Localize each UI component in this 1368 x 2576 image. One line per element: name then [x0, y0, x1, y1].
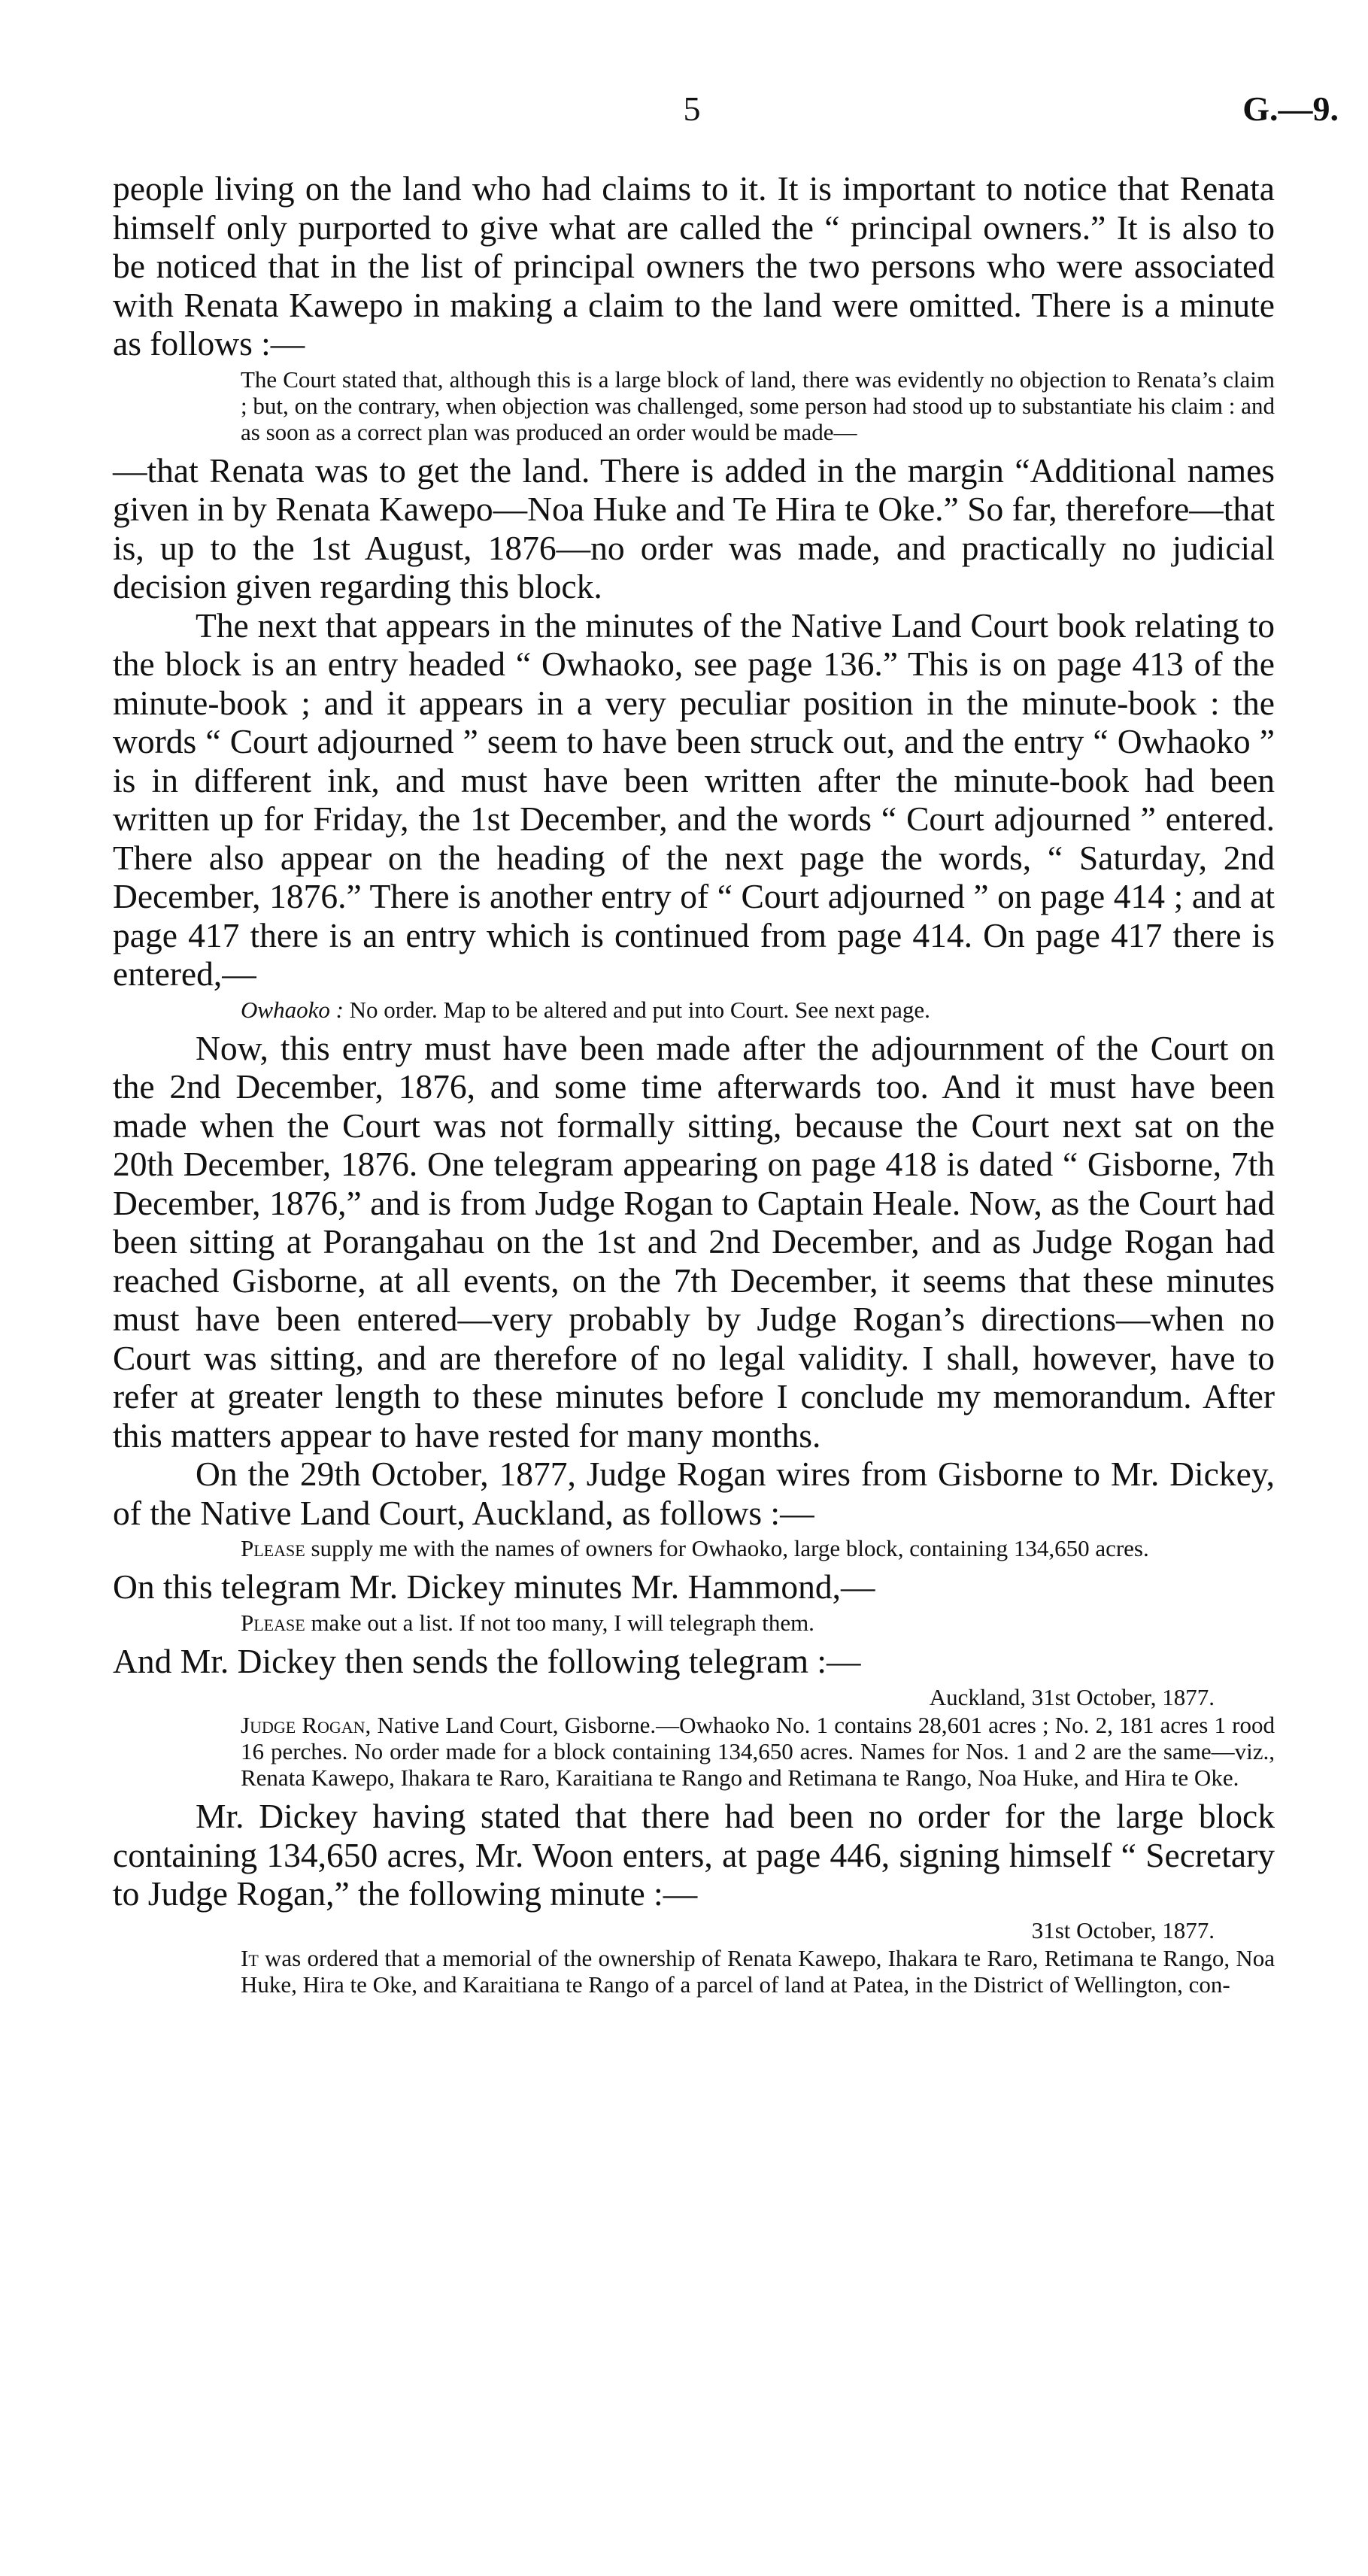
quote-court-statement [241, 366, 1275, 445]
quote-text [241, 1712, 1275, 1791]
paragraph-1: people living on the land who had claims to it. It is important to notice that Renata himself only purported to give what are called the “ principal owners.” It is also to be noticed that in the list of principal owners the two persons who were associated with Renata Kawepo in making a claim to the land were omitted. There is a minute as follows :— [113, 169, 1275, 363]
quote-rest: No order. Map to be altered and put into Court. See next page. [343, 996, 930, 1023]
quote-text [241, 997, 1275, 1023]
paragraph-4: Now, this entry must have been made after the adjournment of the Court on the 2nd December, 1876, and some time afterwards too. And it must have been made when the Court was not formally sitting, because the Court next sat on the 20th December, 1876. One telegram appearing on page 418 is dated “ Gisborne, 7th December, 1876,” and is from Judge Rogan to Captain Heale. Now, as the Court had been sitting at Porangahau on the 1st and 2nd December, and as Judge Rogan had reached Gisborne, at all events, on the 7th December, it seems that these minutes must have been entered—very probably by Judge Rogan’s directions—when no Court was sitting, and are therefore of no legal validity. I shall, however, have to refer at greater length to these minutes before I conclude my memorandum. After this matters appear to have rested for many months. [113, 1028, 1275, 1455]
quote-lead: Judge Rogan, [241, 1712, 372, 1738]
paragraph-2: —that Renata was to get the land. There is added in the margin “Additional names given in by Renata Kawepo—Noa Huke and Te Hira te Oke.” So far, therefore—that is, up to the 1st August, 1876—no order was made, and practically no judicial decision given regarding this block. [113, 451, 1275, 605]
quote-rest: supply me with the names of owners for Owhaoko, large block, containing 134,650 acres. [305, 1535, 1149, 1561]
quote-text [241, 1610, 1275, 1636]
quote-text: The Court stated that, although this is a large block of land, there was evidently no objection to Renata’s claim ; but, on the contrary, when objection was challenged, some person had stood up to substantiate his claim : and as soon as a correct plan was produced an order would be made— [241, 366, 1275, 445]
paragraph-5: On the 29th October, 1877, Judge Rogan wires from Gisborne to Mr. Dickey, of the Native Land Court, Auckland, as follows :— [113, 1455, 1275, 1532]
paragraph-8: Mr. Dickey having stated that there had been no order for the large block containing 134,650 acres, Mr. Woon enters, at page 446, signing himself “ Secretary to Judge Rogan,” the following minute :— [113, 1797, 1275, 1913]
quote-text [241, 1535, 1275, 1561]
paragraph-7: And Mr. Dickey then sends the following telegram :— [113, 1641, 861, 1680]
quote-dickey-telegram [241, 1712, 1275, 1791]
page-number: 5 [683, 90, 701, 128]
document-code: G.—9. [1242, 90, 1339, 128]
quote-text [241, 1945, 1275, 1998]
quote-woon-minute [241, 1945, 1275, 1998]
minute-dateline: 31st October, 1877. [1031, 1916, 1215, 1943]
paragraph-3: The next that appears in the minutes of the Native Land Court book relating to the block is an entry headed “ Owhaoko, see page 136.” This is on page 413 of the minute-book ; and it appears in a very peculiar position in the minute-book : the words “ Court adjourned ” seem to have been struck out, and the entry “ Owhaoko ” is in different ink, and must have been written after the minute-book had been written up for Friday, the 1st December, and the words “ Court adjourned ” entered. There also appear on the heading of the next page the words, “ Saturday, 2nd December, 1876.” There is another entry of “ Court adjourned ” on page 414 ; and at page 417 there is an entry which is continued from page 414. On page 417 there is entered,— [113, 605, 1275, 993]
quote-dickey-minute [241, 1610, 1275, 1636]
quote-lead: It [241, 1944, 259, 1971]
quote-lead: Owhaoko : [241, 996, 344, 1023]
quote-rest: make out a list. If not too many, I will telegraph them. [305, 1609, 814, 1636]
document-body [113, 169, 1275, 2004]
quote-rest: was ordered that a memorial of the ownership of Renata Kawepo, Ihakara te Raro, Retimana te Rango, Noa Huke, Hira te Oke, and Karaitiana te Rango of a parcel of land at Patea, in the District of Wellington, con- [241, 1944, 1275, 1998]
quote-lead: Please [241, 1609, 305, 1636]
telegram-dateline: Auckland, 31st October, 1877. [929, 1684, 1215, 1710]
paragraph-6: On this telegram Mr. Dickey minutes Mr. Hammond,— [113, 1567, 875, 1606]
quote-owhaoko-entry [241, 997, 1275, 1023]
quote-rogan-telegram [241, 1535, 1275, 1561]
quote-lead: Please [241, 1535, 305, 1561]
quote-rest: Native Land Court, Gisborne.—Owhaoko No. 1 contains 28,601 acres ; No. 2, 181 acres 1 rood 16 perches. No order made for a block containing 134,650 acres. Names for Nos. 1 and 2 are the same—viz., Renata Kawepo, Ihakara te Raro, Karaitiana te Rango and Retimana te Rango, Noa Huke, and Hira te Oke. [241, 1712, 1275, 1791]
